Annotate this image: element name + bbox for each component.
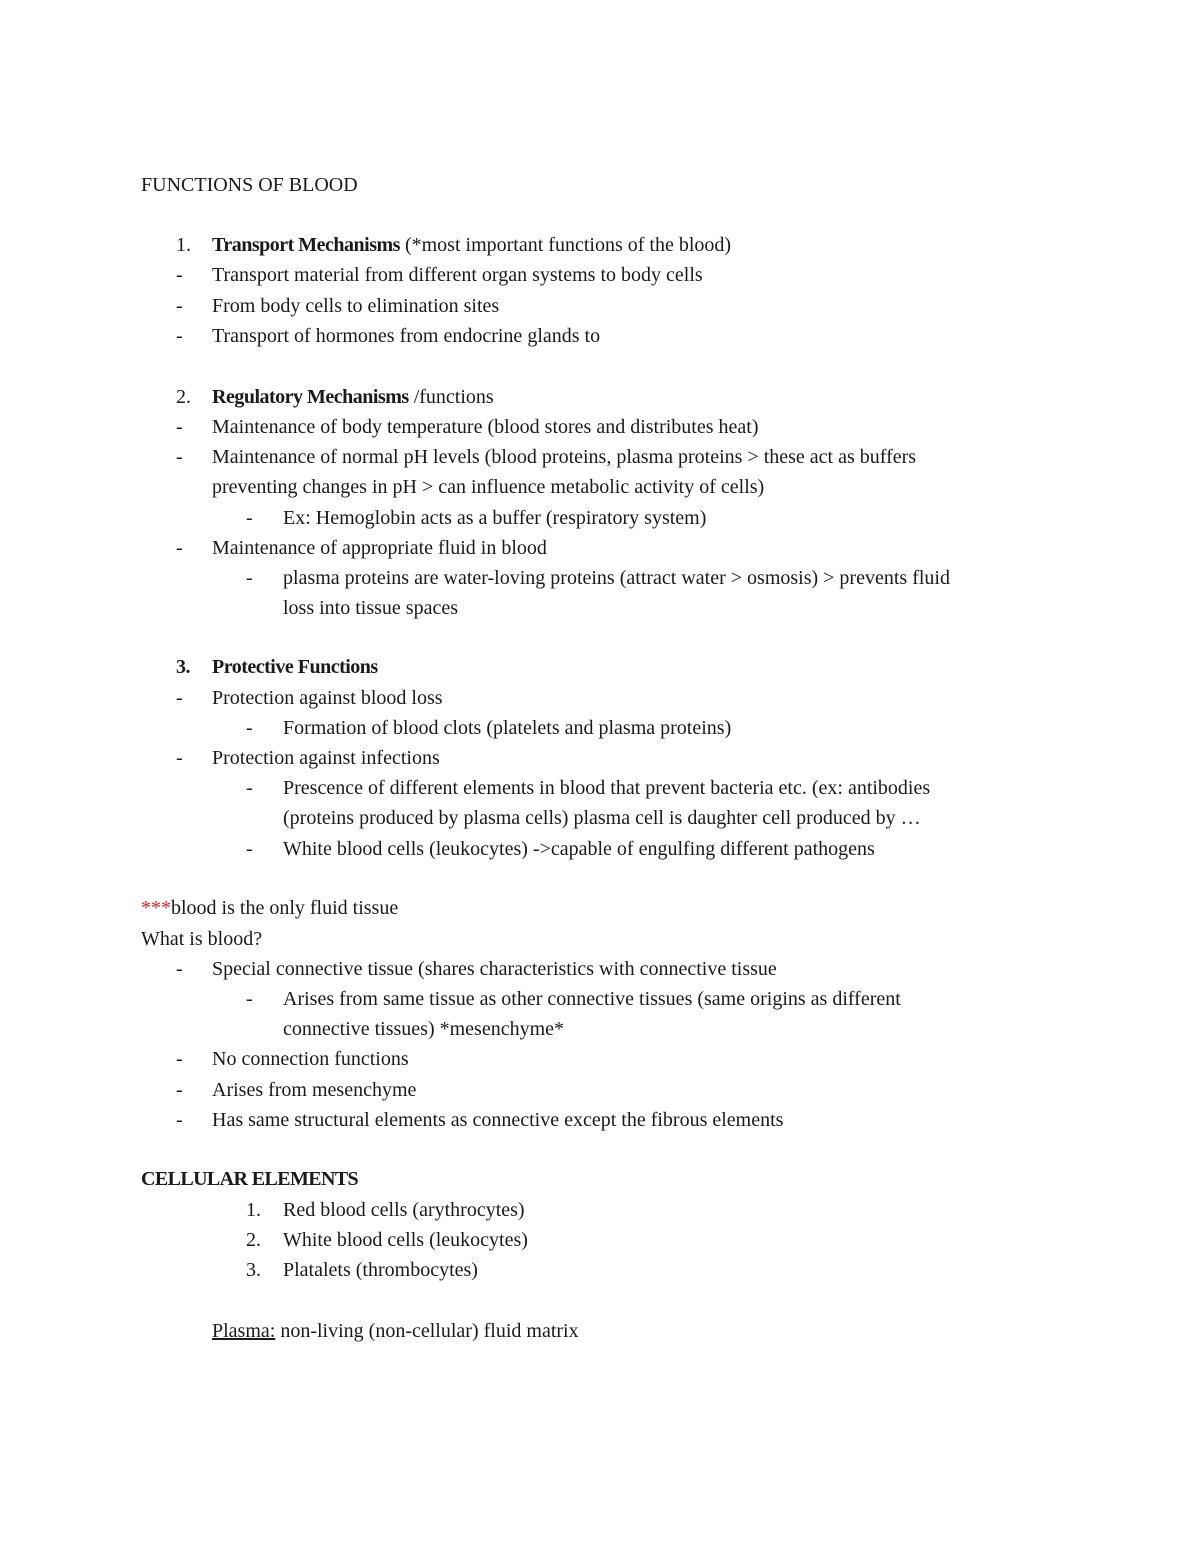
list-item: From body cells to elimination sites xyxy=(212,295,500,317)
bullet-dash: - xyxy=(176,446,183,468)
list-item: Arises from mesenchyme xyxy=(212,1079,417,1101)
sub-bullet-dash: - xyxy=(246,838,253,860)
section-2-title-note: /functions xyxy=(408,386,494,408)
plasma-label: Plasma: xyxy=(212,1320,276,1342)
bullet-dash: - xyxy=(176,747,183,769)
list-item: Has same structural elements as connective except the fibrous elements xyxy=(212,1109,784,1131)
list-item: Transport material from different organ systems to body cells xyxy=(212,264,703,286)
section-1-number: 1. xyxy=(176,234,191,256)
section-1-title-note: (*most important functions of the blood) xyxy=(399,234,732,256)
section-3-title: Protective Functions xyxy=(212,656,378,678)
bullet-dash: - xyxy=(176,537,183,559)
sub-list-item: Arises from same tissue as other connective tissues (same origins as different xyxy=(283,988,901,1010)
sub-list-item: Ex: Hemoglobin acts as a buffer (respiratory system) xyxy=(283,507,707,529)
sub-list-item-continuation: connective tissues) *mesenchyme* xyxy=(283,1018,565,1040)
bullet-dash: - xyxy=(176,264,183,286)
sub-list-item-continuation: (proteins produced by plasma cells) plasma cell is daughter cell produced by … xyxy=(283,807,921,829)
numbered-item: Red blood cells (arythrocytes) xyxy=(283,1199,525,1221)
list-item: Maintenance of normal pH levels (blood proteins, plasma proteins > these act as buffers xyxy=(212,446,917,468)
sub-list-item: White blood cells (leukocytes) ->capable of engulfing different pathogens xyxy=(283,838,875,860)
sub-bullet-dash: - xyxy=(246,507,253,529)
list-item-continuation: preventing changes in pH > can influence metabolic activity of cells) xyxy=(212,476,765,498)
numbered-item-number: 3. xyxy=(246,1259,261,1281)
note-stars: *** xyxy=(141,897,171,919)
bullet-dash: - xyxy=(176,958,183,980)
section-1-title: Transport Mechanisms xyxy=(212,234,400,256)
note-line xyxy=(141,893,398,923)
cellular-elements-heading: CELLULAR ELEMENTS xyxy=(141,1168,359,1190)
section-2-title: Regulatory Mechanisms xyxy=(212,386,409,408)
section-1-heading xyxy=(212,230,731,260)
question-heading: What is blood? xyxy=(141,928,263,950)
sub-list-item: plasma proteins are water-loving proteins (attract water > osmosis) > prevents fluid xyxy=(283,567,950,589)
bullet-dash: - xyxy=(176,1048,183,1070)
bullet-dash: - xyxy=(176,325,183,347)
numbered-item-number: 2. xyxy=(246,1229,261,1251)
numbered-item: White blood cells (leukocytes) xyxy=(283,1229,528,1251)
sub-bullet-dash: - xyxy=(246,988,253,1010)
sub-bullet-dash: - xyxy=(246,777,253,799)
sub-list-item: Formation of blood clots (platelets and plasma proteins) xyxy=(283,717,732,739)
section-2-number: 2. xyxy=(176,386,191,408)
bullet-dash: - xyxy=(176,416,183,438)
list-item: Maintenance of appropriate fluid in blood xyxy=(212,537,547,559)
bullet-dash: - xyxy=(176,295,183,317)
list-item: Protection against blood loss xyxy=(212,687,443,709)
numbered-item: Platalets (thrombocytes) xyxy=(283,1259,478,1281)
list-item: Transport of hormones from endocrine glands to xyxy=(212,325,601,347)
bullet-dash: - xyxy=(176,1079,183,1101)
numbered-item-number: 1. xyxy=(246,1199,261,1221)
sub-list-item-continuation: loss into tissue spaces xyxy=(283,597,458,619)
plasma-text: non-living (non-cellular) fluid matrix xyxy=(275,1320,579,1342)
bullet-dash: - xyxy=(176,687,183,709)
sub-list-item: Prescence of different elements in blood that prevent bacteria etc. (ex: antibodies xyxy=(283,777,931,799)
note-text: blood is the only fluid tissue xyxy=(171,897,399,919)
list-item: No connection functions xyxy=(212,1048,409,1070)
list-item: Maintenance of body temperature (blood stores and distributes heat) xyxy=(212,416,759,438)
plasma-definition xyxy=(212,1316,579,1346)
document-title: FUNCTIONS OF BLOOD xyxy=(141,174,358,196)
section-2-heading xyxy=(212,382,494,412)
section-3-number: 3. xyxy=(176,656,190,678)
list-item: Special connective tissue (shares characteristics with connective tissue xyxy=(212,958,777,980)
sub-bullet-dash: - xyxy=(246,717,253,739)
list-item: Protection against infections xyxy=(212,747,440,769)
bullet-dash: - xyxy=(176,1109,183,1131)
sub-bullet-dash: - xyxy=(246,567,253,589)
